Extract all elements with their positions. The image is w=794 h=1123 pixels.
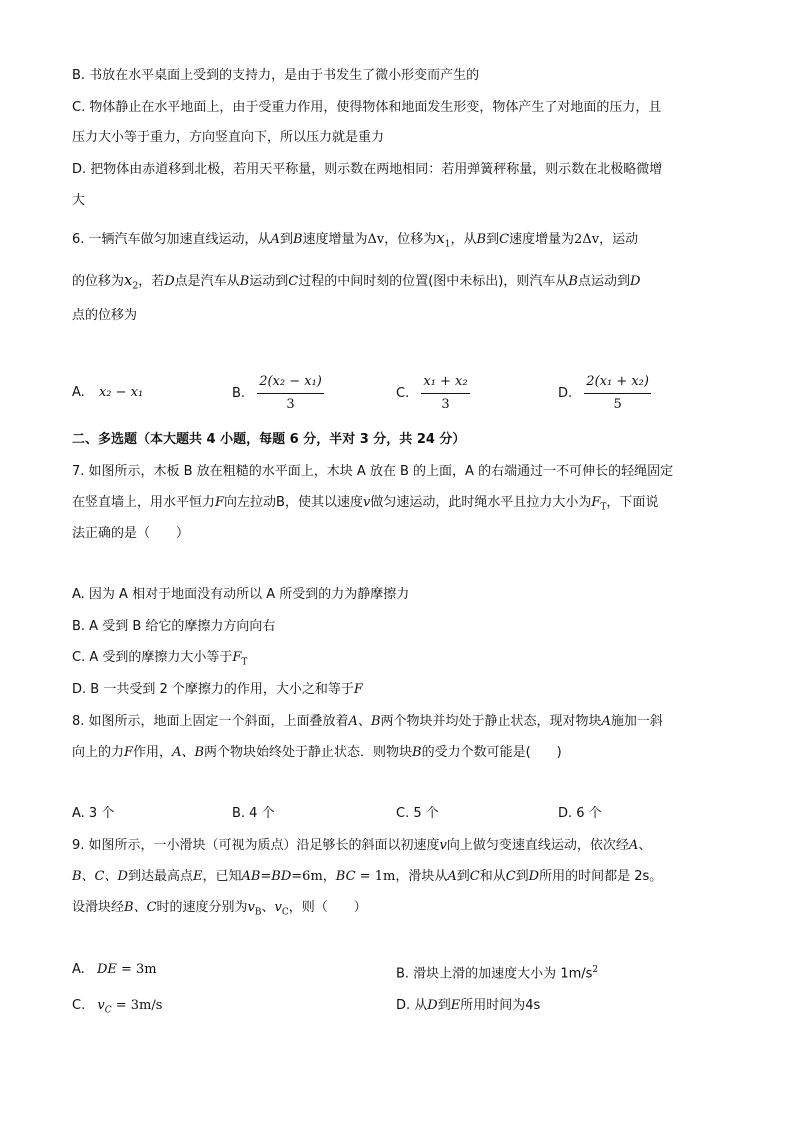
q6-text: 到 <box>486 232 500 247</box>
q9-bc-value: = 1m <box>355 869 396 884</box>
q9-vb-sub: B <box>254 907 262 918</box>
q6-stem-line3: 点的位移为 <box>72 308 138 323</box>
q6-option-d-fraction <box>584 372 651 415</box>
q6-point-b: B <box>239 274 250 289</box>
q8-block-b: B <box>412 745 422 760</box>
q8-text: 8. 如图所示，地面上固定一个斜面，上面叠放着 <box>72 714 349 729</box>
q9-option-c-label: C. <box>72 998 86 1013</box>
q9-option-c-v: v <box>97 998 105 1013</box>
q7-text: ，下面说 <box>606 495 659 510</box>
q6-stem-line2 <box>72 270 640 297</box>
q6-option-d-denominator: 5 <box>613 397 622 412</box>
q6-text: 运动到 <box>249 274 289 289</box>
q6-option-d <box>558 372 651 415</box>
q6-text: ，从 <box>450 232 477 247</box>
q6-text: 点运动到 <box>577 274 630 289</box>
q7-tension-sub: T <box>241 657 248 668</box>
q6-point-d: D <box>164 274 175 289</box>
q6-text: 点是汽车从 <box>174 274 240 289</box>
q7-velocity-v: v <box>362 495 371 510</box>
q9-point-a: A <box>447 869 457 884</box>
q9-text: 向上做匀变速直线运动，依次经 <box>446 838 629 853</box>
q6-delta-v: Δv <box>367 232 385 247</box>
q9-text: 9. 如图所示，一小滑块（可视为质点）沿足够长的斜面以初速度 <box>72 838 440 853</box>
q9-text: 到 <box>456 869 470 884</box>
q8-text: 两个物块并均处于静止状态，现对物块 <box>380 714 602 729</box>
q6-point-b: B <box>568 274 578 289</box>
q6-option-c-fraction <box>421 372 469 415</box>
q9-option-c-value: = 3m/s <box>111 998 163 1013</box>
q8-force-f: F <box>124 745 134 760</box>
section-heading-multiple-choice: 二、多选题（本大题共 4 小题，每题 6 分，半对 3 分，共 24 分） <box>72 432 466 447</box>
q6-option-b-denominator: 3 <box>286 397 295 412</box>
q8-text: 、 <box>357 714 371 729</box>
q6-point-b: B <box>292 232 303 247</box>
q6-text: 速度增量为 <box>302 232 368 247</box>
q6-text: 6. 一辆汽车做匀加速直线运动，从 <box>72 232 271 247</box>
q6-stem-line1 <box>72 228 638 255</box>
q9-stem-line3 <box>72 898 367 923</box>
q7-tension-f: F <box>591 495 601 510</box>
q6-option-c-denominator: 3 <box>441 397 450 412</box>
q7-text: D. B 一共受到 2 个摩擦力的作用，大小之和等于 <box>72 682 354 697</box>
q7-tension-sub: T <box>600 502 607 513</box>
q6-x1-sub: 1 <box>444 239 451 250</box>
q8-text: 向上的力 <box>72 745 125 760</box>
q6-text: ，若 <box>138 274 165 289</box>
q9-point-e: E <box>450 998 461 1013</box>
q9-point-e: E <box>192 869 203 884</box>
q5-option-b: B. 书放在水平桌面上受到的支持力，是由于书发生了微小形变而产生的 <box>72 68 480 83</box>
q9-text: 到 <box>437 998 451 1013</box>
q6-option-b <box>232 372 324 415</box>
q9-option-a <box>72 960 157 980</box>
q9-text: 到 <box>515 869 529 884</box>
q9-option-b-text: B. 滑块上滑的加速度大小为 1m/s <box>396 966 593 982</box>
q6-option-d-numerator: 2(x₁ + x₂) <box>584 372 651 394</box>
q9-text: 设滑块经 <box>72 900 125 915</box>
q9-text: ，已知 <box>202 869 242 884</box>
q7-stem-line1: 7. 如图所示，木板 B 放在粗糙的水平面上，木块 A 放在 B 的上面，A 的右端通过一不可伸长的轻绳固定 <box>72 464 674 479</box>
q8-text: 两个物块始终处于静止状态．则物块 <box>204 745 413 760</box>
q9-text: ，则（ ） <box>288 900 367 915</box>
q8-option-c: C. 5 个 <box>396 806 439 821</box>
q6-option-a-expr: x₂ − x₁ <box>98 385 144 400</box>
q7-force-f: F <box>215 495 225 510</box>
q9-point-d: D <box>427 998 438 1013</box>
q6-text: 过程的中间时刻的位置(图中未标出)，则汽车从 <box>298 274 569 289</box>
q6-x1: x <box>436 229 445 247</box>
q9-text: 时的速度分别为 <box>156 900 248 915</box>
q9-option-c <box>72 996 162 1021</box>
q6-option-b-fraction <box>257 372 324 415</box>
q6-text: ，位移为 <box>384 232 437 247</box>
q8-option-d: D. 6 个 <box>558 806 602 821</box>
q7-stem-line3: 法正确的是（ ） <box>72 526 190 541</box>
q7-text: C. A 受到的摩擦力大小等于 <box>72 650 233 665</box>
q6-x2-sub: 2 <box>132 281 139 292</box>
q5-option-c-line1: C. 物体静止在水平地面上，由于受重力作用，使得物体和地面发生形变，物体产生了对地面的压力，且 <box>72 100 662 115</box>
q6-option-a-label: A. <box>72 385 85 400</box>
q9-text: ，滑块从 <box>395 869 448 884</box>
q9-points-bcd: B、C、D <box>72 869 128 884</box>
q8-text: 的受力个数可能是( ) <box>421 745 562 760</box>
q6-text: 速度增量为 <box>509 232 575 247</box>
q8-option-a: A. 3 个 <box>72 806 115 821</box>
q9-point-a: A <box>628 838 639 853</box>
q6-option-c <box>396 372 470 415</box>
q8-block-a: A <box>601 714 611 729</box>
q7-option-c <box>72 648 247 673</box>
q6-point-b: B <box>476 232 487 247</box>
q9-stem-line1 <box>72 836 651 856</box>
q8-blocks-ab: A、B <box>172 745 205 760</box>
q9-velocity-v: v <box>439 838 447 853</box>
q9-vc-sub: C <box>281 907 289 918</box>
q6-x2: x <box>124 271 133 289</box>
q9-option-d <box>396 996 540 1016</box>
q6-point-c: C <box>499 232 510 247</box>
q6-option-b-label: B. <box>232 386 246 401</box>
q5-option-d-line1: D. 把物体由赤道移到北极，若用天平称量，则示数在两地相同：若用弹簧秤称量，则示数在北极略微增 <box>72 162 663 177</box>
q7-option-a: A. 因为 A 相对于地面没有动所以 A 所受到的力为静摩擦力 <box>72 587 410 602</box>
q7-option-b: B. A 受到 B 给它的摩擦力方向向右 <box>72 619 276 634</box>
q6-point-d: D <box>629 274 641 289</box>
q6-delta-v2: 2Δv <box>574 232 600 247</box>
q7-text: 做匀速运动，此时绳水平且拉力大小为 <box>370 495 592 510</box>
q6-option-c-numerator: x₁ + x₂ <box>421 372 469 394</box>
q9-point-d: D <box>528 869 540 884</box>
q9-text: 所用时间为4s <box>460 998 541 1013</box>
q9-text: 所用的时间都是 2s。 <box>539 869 663 884</box>
q9-point-c: C <box>469 869 480 884</box>
q9-option-b <box>396 960 598 984</box>
q9-text: 、 <box>261 900 275 915</box>
q6-option-a <box>72 383 143 403</box>
q8-text: 作用， <box>133 745 173 760</box>
q8-block-b: B <box>370 714 381 729</box>
q6-option-b-numerator: 2(x₂ − x₁) <box>257 372 324 394</box>
q9-vb: v <box>247 900 255 915</box>
q9-text: ， <box>322 869 336 884</box>
q9-point-c: C <box>505 869 516 884</box>
q7-stem-line2 <box>72 493 658 518</box>
q7-text: 在竖直墙上，用水平恒力 <box>72 495 216 510</box>
q6-text: 的位移为 <box>72 274 125 289</box>
q8-block-a: A <box>348 714 358 729</box>
q5-option-d-line2: 大 <box>72 193 86 208</box>
q6-option-c-label: C. <box>396 386 410 401</box>
q9-points-bc: B、C <box>124 900 157 915</box>
q9-ab-value: =6m <box>291 869 323 884</box>
q8-stem-line1 <box>72 712 663 732</box>
q9-text: D. 从 <box>396 998 428 1013</box>
q9-option-c-sub: C <box>104 1005 112 1016</box>
q9-option-b-exponent: 2 <box>592 965 599 975</box>
q7-option-d <box>72 680 363 700</box>
q7-tension-f: F <box>232 650 242 665</box>
q6-point-c: C <box>288 274 299 289</box>
q9-ab-bd: AB=BD <box>241 869 292 884</box>
q9-stem-line2 <box>72 867 662 887</box>
q9-text: 、 <box>638 838 652 853</box>
q5-option-c-line2: 压力大小等于重力，方向竖直向下，所以压力就是重力 <box>72 130 385 145</box>
q9-bc: BC <box>335 869 356 884</box>
q6-text: 到 <box>279 232 293 247</box>
q7-text: 向左拉动B，使其以速度 <box>224 495 363 510</box>
q9-text: 到达最高点 <box>127 869 193 884</box>
q6-option-d-label: D. <box>558 386 573 401</box>
q9-vc: v <box>274 900 282 915</box>
q7-force-f: F <box>353 682 363 697</box>
q8-text: 施加一斜 <box>610 714 663 729</box>
q9-text: 和从 <box>479 869 506 884</box>
q6-point-a: A <box>270 232 280 247</box>
q9-option-a-de: DE <box>96 962 117 977</box>
q9-option-a-value: = 3m <box>116 962 157 977</box>
q8-option-b: B. 4 个 <box>232 806 275 821</box>
q6-text: ，运动 <box>599 232 639 247</box>
q9-option-a-label: A. <box>72 962 85 977</box>
q8-stem-line2 <box>72 743 562 763</box>
